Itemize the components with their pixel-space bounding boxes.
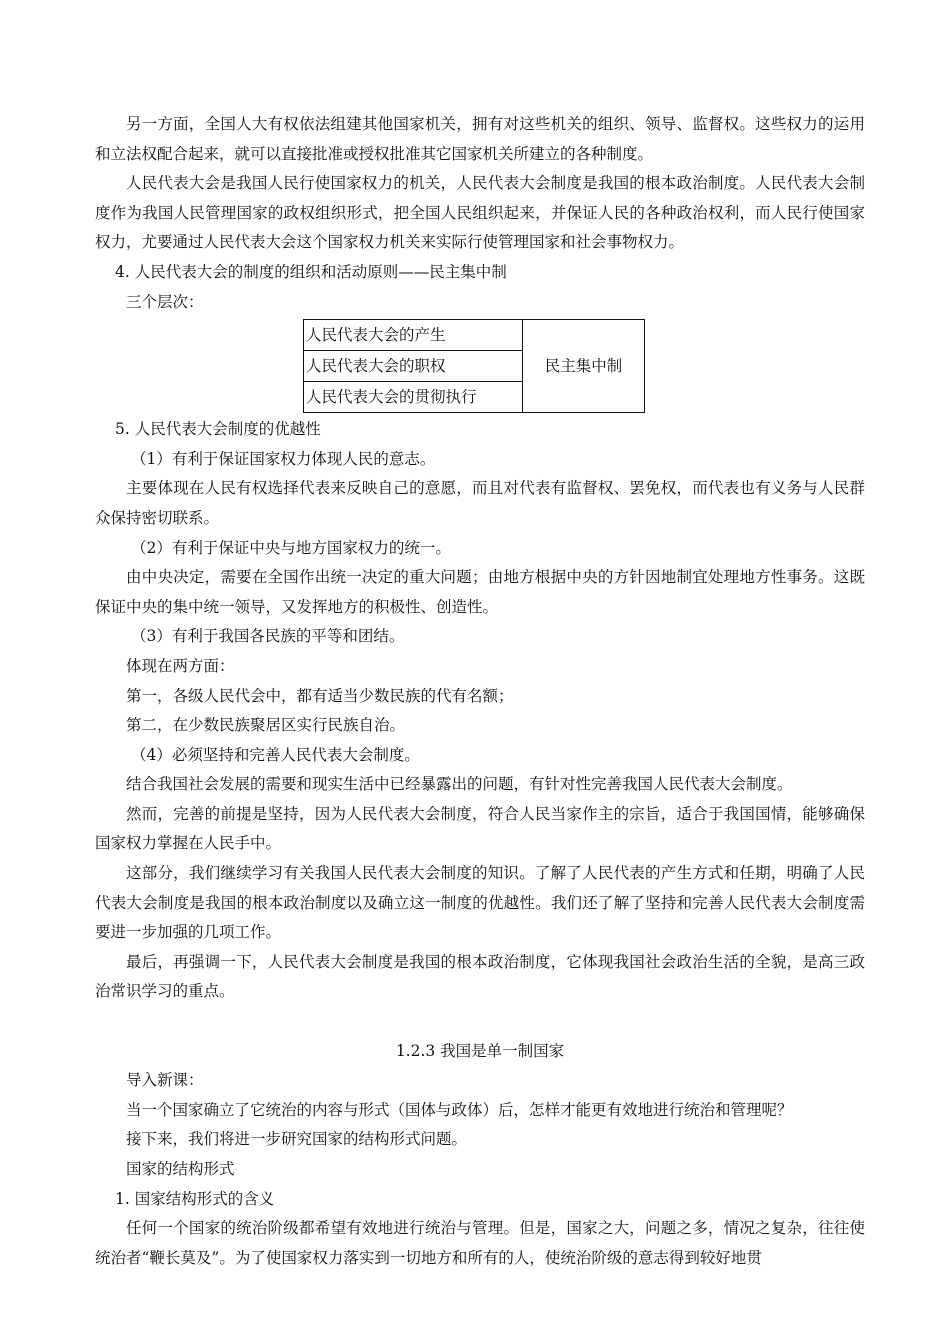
- paragraph: 另一方面，全国人大有权依法组建其他国家机关，拥有对这些机关的组织、领导、监督权。这些权力的运用和立法权配合起来，就可以直接批准或授权批准其它国家机关所建立的各种制度。: [95, 115, 865, 163]
- list-item: （4）必须坚持和完善人民代表大会制度。: [131, 745, 420, 764]
- paragraph: 这部分，我们继续学习有关我国人民代表大会制度的知识。了解了人民代表的产生方式和任期，明确了人民代表大会制度是我国的根本政治制度以及确立这一制度的优越性。我们还了解了坚持和完善人民代表大会制度需要进一步加强的几项工作。: [95, 864, 865, 942]
- section-title: 1.2.3 我国是单一制国家: [395, 1041, 565, 1060]
- list-item: （1）有利于保证国家权力体现人民的意志。: [131, 449, 436, 468]
- democratic-centralism-table: [303, 319, 645, 413]
- paragraph: 导入新课：: [126, 1071, 204, 1090]
- paragraph: 接下来，我们将进一步研究国家的结构形式问题。: [126, 1130, 468, 1149]
- paragraph: 最后，再强调一下，人民代表大会制度是我国的根本政治制度，它体现我国社会政治生活的全貌，是高三政治常识学习的重点。: [95, 952, 865, 1001]
- paragraph: 第一，各级人民代会中，都有适当少数民族的代有名额；: [126, 686, 514, 705]
- list-item: （3）有利于我国各民族的平等和团结。: [131, 627, 405, 646]
- paragraph: 体现在两方面：: [126, 656, 235, 675]
- table-cell: 人民代表大会的贯彻执行: [304, 382, 523, 413]
- document-page: [95, 110, 865, 1273]
- paragraph: 主要体现在人民有权选择代表来反映自己的意愿，而且对代表有监督权、罢免权，而代表也有义务与人民群众保持密切联系。: [95, 479, 865, 527]
- section-heading: 1. 国家结构形式的含义: [115, 1189, 275, 1208]
- paragraph: 国家的结构形式: [126, 1160, 235, 1178]
- table-cell: 人民代表大会的产生: [304, 320, 523, 351]
- paragraph: 人民代表大会是我国人民行使国家权力的机关，人民代表大会制度是我国的根本政治制度。人民代表大会制度作为我国人民管理国家的政权组织形式，把全国人民组织起来，并保证人民的各种政治权利，而人民行使国家权力，尤要通过人民代表大会这个国家权力机关来实际行使管理国家和社会事物权力。: [95, 174, 865, 252]
- list-item: （2）有利于保证中央与地方国家权力的统一。: [131, 538, 451, 557]
- section-heading: 4. 人民代表大会的制度的组织和活动原则——民主集中制: [115, 262, 507, 281]
- paragraph: 第二，在少数民族聚居区实行民族自治。: [126, 716, 406, 735]
- paragraph: 任何一个国家的统治阶级都希望有效地进行统治与管理。但是，国家之大，问题之多，情况之复杂，往往使统治者“鞭长莫及”。为了使国家权力落实到一切地方和所有的人，使统治阶级的意志得到较好地贯: [95, 1219, 865, 1267]
- paragraph: 当一个国家确立了它统治的内容与形式（国体与政体）后，怎样才能更有效地进行统治和管理呢？: [126, 1100, 793, 1119]
- section-heading: 5. 人民代表大会制度的优越性: [115, 420, 321, 439]
- paragraph: 结合我国社会发展的需要和现实生活中已经暴露出的问题，有针对性完善我国人民代表大会制度。: [126, 775, 793, 794]
- table-cell: 人民代表大会的职权: [304, 351, 523, 382]
- paragraph: 由中央决定，需要在全国作出统一决定的重大问题；由地方根据中央的方针因地制宜处理地方性事务。这既保证中央的集中统一领导，又发挥地方的积极性、创造性。: [95, 568, 865, 616]
- table-row: [304, 320, 645, 351]
- paragraph: 然而，完善的前提是坚持，因为人民代表大会制度，符合人民当家作主的宗旨，适合于我国国情，能够确保国家权力掌握在人民手中。: [95, 804, 865, 853]
- paragraph: 三个层次：: [126, 292, 204, 311]
- table-cell-merged: 民主集中制: [523, 320, 645, 413]
